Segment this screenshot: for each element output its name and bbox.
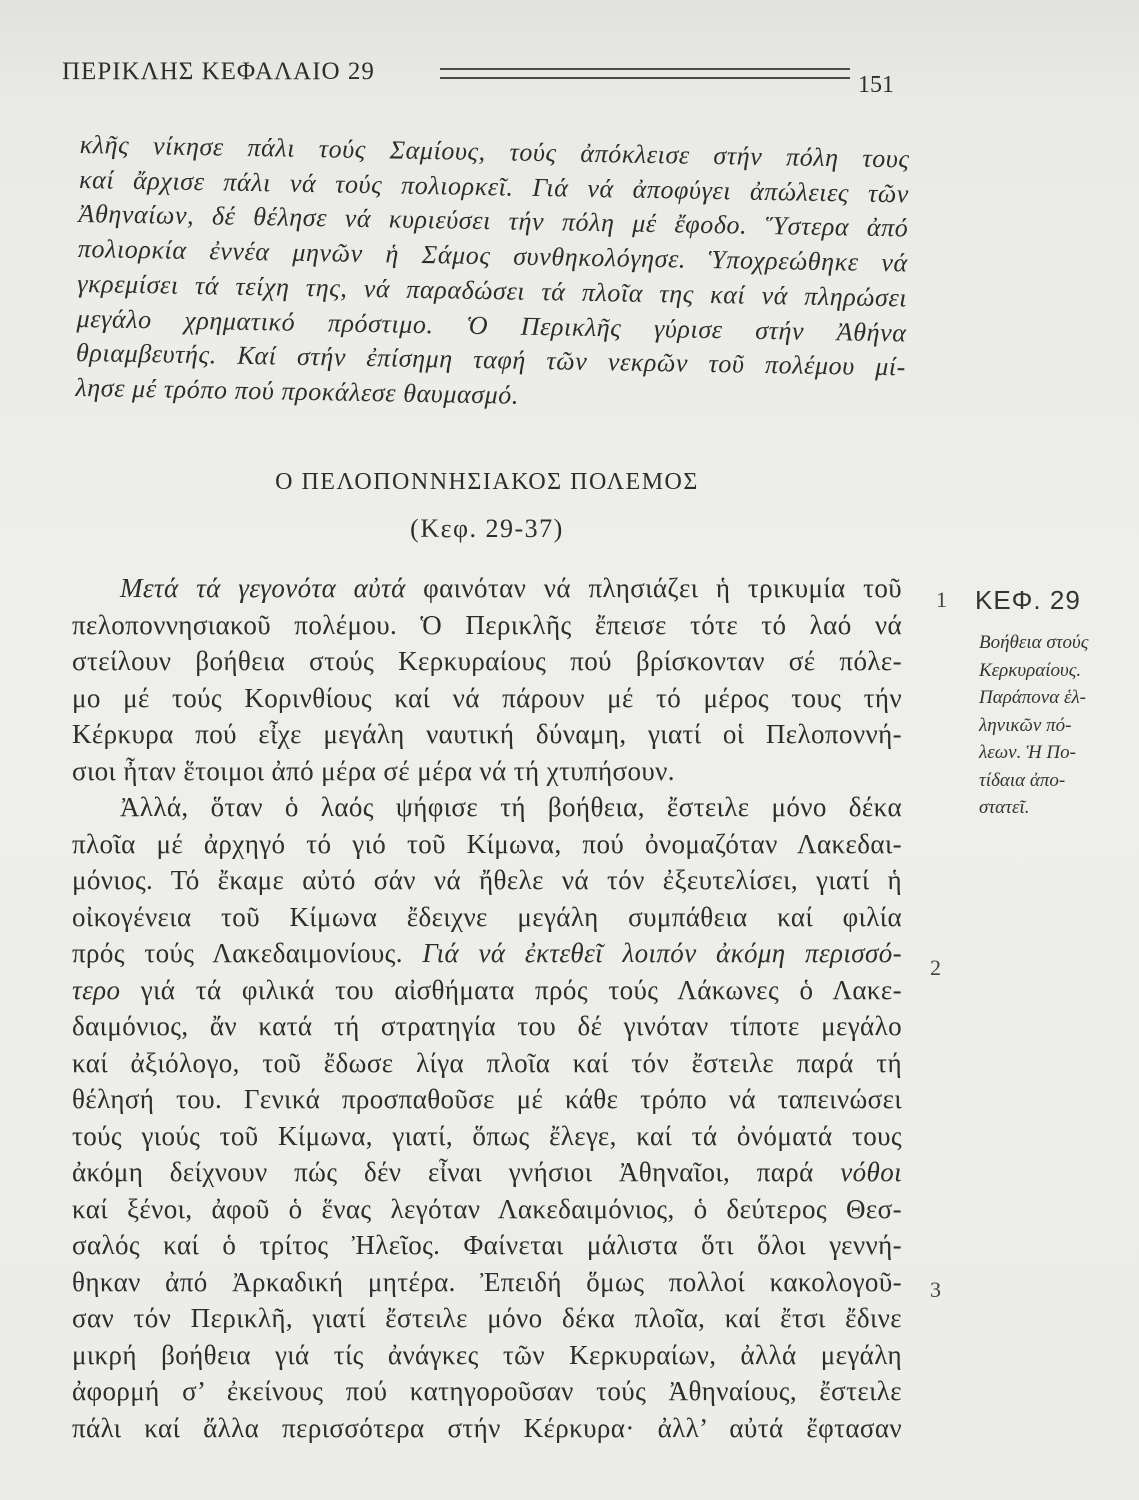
text-run: γιά τά φιλικά του αἰσθήματα πρός τούς Λάκωνες ὁ Λακε- [120, 974, 902, 1005]
text-run: οἰκογένεια τοῦ Κίμωνα ἔδειχνε μεγάλη συμπάθεια καί φιλία [72, 901, 902, 932]
section-chapter-range: (Κεφ. 29-37) [410, 514, 564, 543]
margin-summary [979, 629, 1129, 822]
text-run: πλοῖα μέ ἀρχηγό τό γιό τοῦ Κίμωνα, πού ὀνομαζόταν Λακεδαι- [72, 828, 902, 859]
text-line [72, 570, 902, 607]
body-text [72, 570, 902, 1446]
italic-text-run: νόθοι [840, 1157, 902, 1187]
text-line [72, 935, 902, 972]
text-run: λησε μέ τρόπο πού προκάλεσε θαυμασμό. [75, 372, 520, 410]
text-line [72, 972, 902, 1009]
paragraph [72, 570, 902, 789]
text-line [979, 767, 1129, 795]
text-run: Ἀλλά, ὅταν ὁ λαός ψήφισε τή βοήθεια, ἔστειλε μόνο δέκα [120, 792, 902, 822]
text-run: ἀκόμη δείχνουν πώς δέν εἶναι γνήσιοι Ἀθηναῖοι, παρά [72, 1157, 841, 1187]
text-run: Βοήθεια στούς [979, 632, 1089, 653]
text-line [72, 1300, 902, 1337]
text-line [72, 862, 902, 899]
text-run: σαλός καί ὁ τρίτος Ἠλεῖος. Φαίνεται μάλιστα ὅτι ὅλοι γεννή- [72, 1230, 902, 1260]
text-line [72, 826, 902, 863]
running-head: ΠΕΡΙΚΛΗΣ ΚΕΦΑΛΑΙΟ 29 [62, 58, 375, 85]
text-line [72, 1337, 902, 1374]
text-line [72, 1373, 902, 1410]
text-line [72, 789, 902, 826]
text-run: φαινόταν νά πλησιάζει ἡ τρικυμία τοῦ [405, 573, 903, 603]
text-run: Ἀθηναίων, δέ θέλησε νά κυριεύσει τήν πόλη μέ ἔφοδο. Ὕστερα ἀπό [78, 199, 909, 243]
text-line [72, 1264, 902, 1301]
text-run: πελοποννησιακοῦ πολέμου. Ὁ Περικλῆς ἔπεισε τότε τό λαό νά [72, 609, 902, 640]
text-run: τούς γιούς τοῦ Κίμωνα, γιατί, ὅπως ἔλεγε, καί τά ὀνόματά τους [72, 1120, 902, 1151]
text-run: καί ἄρχισε πάλι νά τούς πολιορκεῖ. Γιά νά ἀποφύγει ἀπώλειες τῶν [78, 164, 910, 209]
text-run: καί ξένοι, ἀφοῦ ὁ ἕνας λεγόταν Λακεδαιμόνιος, ὁ δεύτερος Θεσ- [72, 1193, 902, 1224]
text-line [979, 712, 1129, 740]
text-line [979, 794, 1129, 822]
italic-text-run: Γιά νά ἐκτεθεῖ λοιπόν ἀκόμη περισσό- [422, 938, 902, 968]
text-run: μικρή βοήθεια γιά τίς ἀνάγκες τῶν Κερκυραίων, ἀλλά μεγάλη [72, 1339, 902, 1370]
text-run: στείλουν βοήθεια στούς Κερκυραίους πού βρίσκονταν σέ πόλε- [72, 646, 902, 676]
header-double-rule [440, 68, 850, 79]
text-run: λεων. Ἡ Πο- [979, 742, 1076, 763]
text-run: Παράπονα ἑλ- [979, 687, 1087, 708]
text-run: σαν τόν Περικλῆ, γιατί ἔστειλε μόνο δέκα πλοῖα, καί ἔτσι ἔδινε [72, 1303, 902, 1333]
text-line [72, 680, 902, 717]
text-run: ἀφορμή σ’ ἐκείνους πού κατηγοροῦσαν τούς Ἀθηναίους, ἔστειλε [72, 1376, 902, 1406]
text-line [72, 1008, 902, 1045]
margin-paragraph-number: 2 [930, 955, 941, 980]
text-line [72, 1118, 902, 1155]
text-run: μο μέ τούς Κορινθίους καί νά πάρουν μέ τό μέρος τους τήν [72, 682, 902, 713]
text-run: πρός τούς Λακεδαιμονίους. [72, 938, 423, 968]
italic-text-run: τερο [72, 974, 121, 1005]
text-line [979, 657, 1129, 685]
text-run: γκρεμίσει τά τείχη της, νά παραδώσει τά πλοῖα της καί νά πληρώσει [77, 268, 908, 313]
text-run: στατεῖ. [979, 797, 1030, 818]
text-run: Κερκυραίους. [979, 659, 1082, 681]
text-run: τίδαια ἀπο- [979, 769, 1066, 791]
text-line [979, 629, 1129, 657]
text-line [72, 1045, 902, 1082]
text-line [72, 899, 902, 936]
page-number: 151 [858, 72, 894, 98]
paragraph [72, 789, 902, 1446]
text-run: θριαμβευτής. Καί στήν ἐπίσημη ταφή τῶν νεκρῶν τοῦ πολέμου μί- [75, 338, 907, 382]
text-line [72, 643, 902, 680]
text-run: μεγάλο χρηματικό πρόστιμο. Ὁ Περικλῆς γύρισε στήν Ἀθήνα [76, 303, 907, 347]
text-run: θέλησή του. Γενικά προσπαθοῦσε μέ κάθε τρόπο νά ταπεινώσει [72, 1084, 902, 1114]
text-line [72, 1227, 902, 1264]
text-line [979, 684, 1129, 712]
text-line [979, 739, 1129, 767]
text-line [72, 1410, 902, 1447]
text-run: καί ἀξιόλογο, τοῦ ἔδωσε λίγα πλοῖα καί τόν ἔστειλε παρά τή [72, 1047, 902, 1078]
text-run: κλῆς νίκησε πάλι τούς Σαμίους, τούς ἀπόκλεισε στήν πόλη τους [79, 129, 910, 174]
text-run: Κέρκυρα πού εἶχε μεγάλη ναυτική δύναμη, γιατί οἱ Πελοποννή- [72, 719, 902, 749]
text-line [72, 1081, 902, 1118]
italic-text-run: Μετά τά γεγονότα αὐτά [120, 573, 406, 603]
text-line [72, 716, 902, 753]
text-run: θηκαν ἀπό Ἀρκαδική μητέρα. Ἐπειδή ὅμως πολλοί κακολογοῦ- [72, 1266, 902, 1297]
text-run: ληνικῶν πό- [979, 714, 1072, 736]
text-run: μόνιος. Τό ἔκαμε αὐτό σάν νά ἤθελε νά τόν ἐξευτελίσει, γιατί ἡ [72, 865, 902, 895]
text-run: πάλι καί ἄλλα περισσότερα στήν Κέρκυρα· ἀλλ’ αὐτά ἔφτασαν [72, 1412, 902, 1443]
text-run: δαιμόνιος, ἄν κατά τή στρατηγία του δέ γινόταν τίποτε μεγάλο [72, 1011, 902, 1041]
text-line [72, 1154, 902, 1191]
text-line [72, 607, 902, 644]
text-line [72, 1191, 902, 1228]
margin-paragraph-number: 3 [930, 1277, 941, 1302]
continued-paragraph [75, 128, 910, 420]
text-run: σιοι ἦταν ἕτοιμοι ἀπό μέρα σέ μέρα νά τή χτυπήσουν. [72, 755, 675, 786]
margin-chapter-label: ΚΕΦ. 29 [975, 585, 1081, 615]
text-run: πολιορκία ἐννέα μηνῶν ἡ Σάμος συνθηκολόγησε. Ὑποχρεώθηκε νά [77, 234, 909, 278]
text-line [72, 753, 902, 790]
margin-paragraph-number: 1 [936, 587, 947, 612]
section-title: Ο ΠΕΛΟΠΟΝΝΗΣΙΑΚΟΣ ΠΟΛΕΜΟΣ [275, 469, 699, 495]
